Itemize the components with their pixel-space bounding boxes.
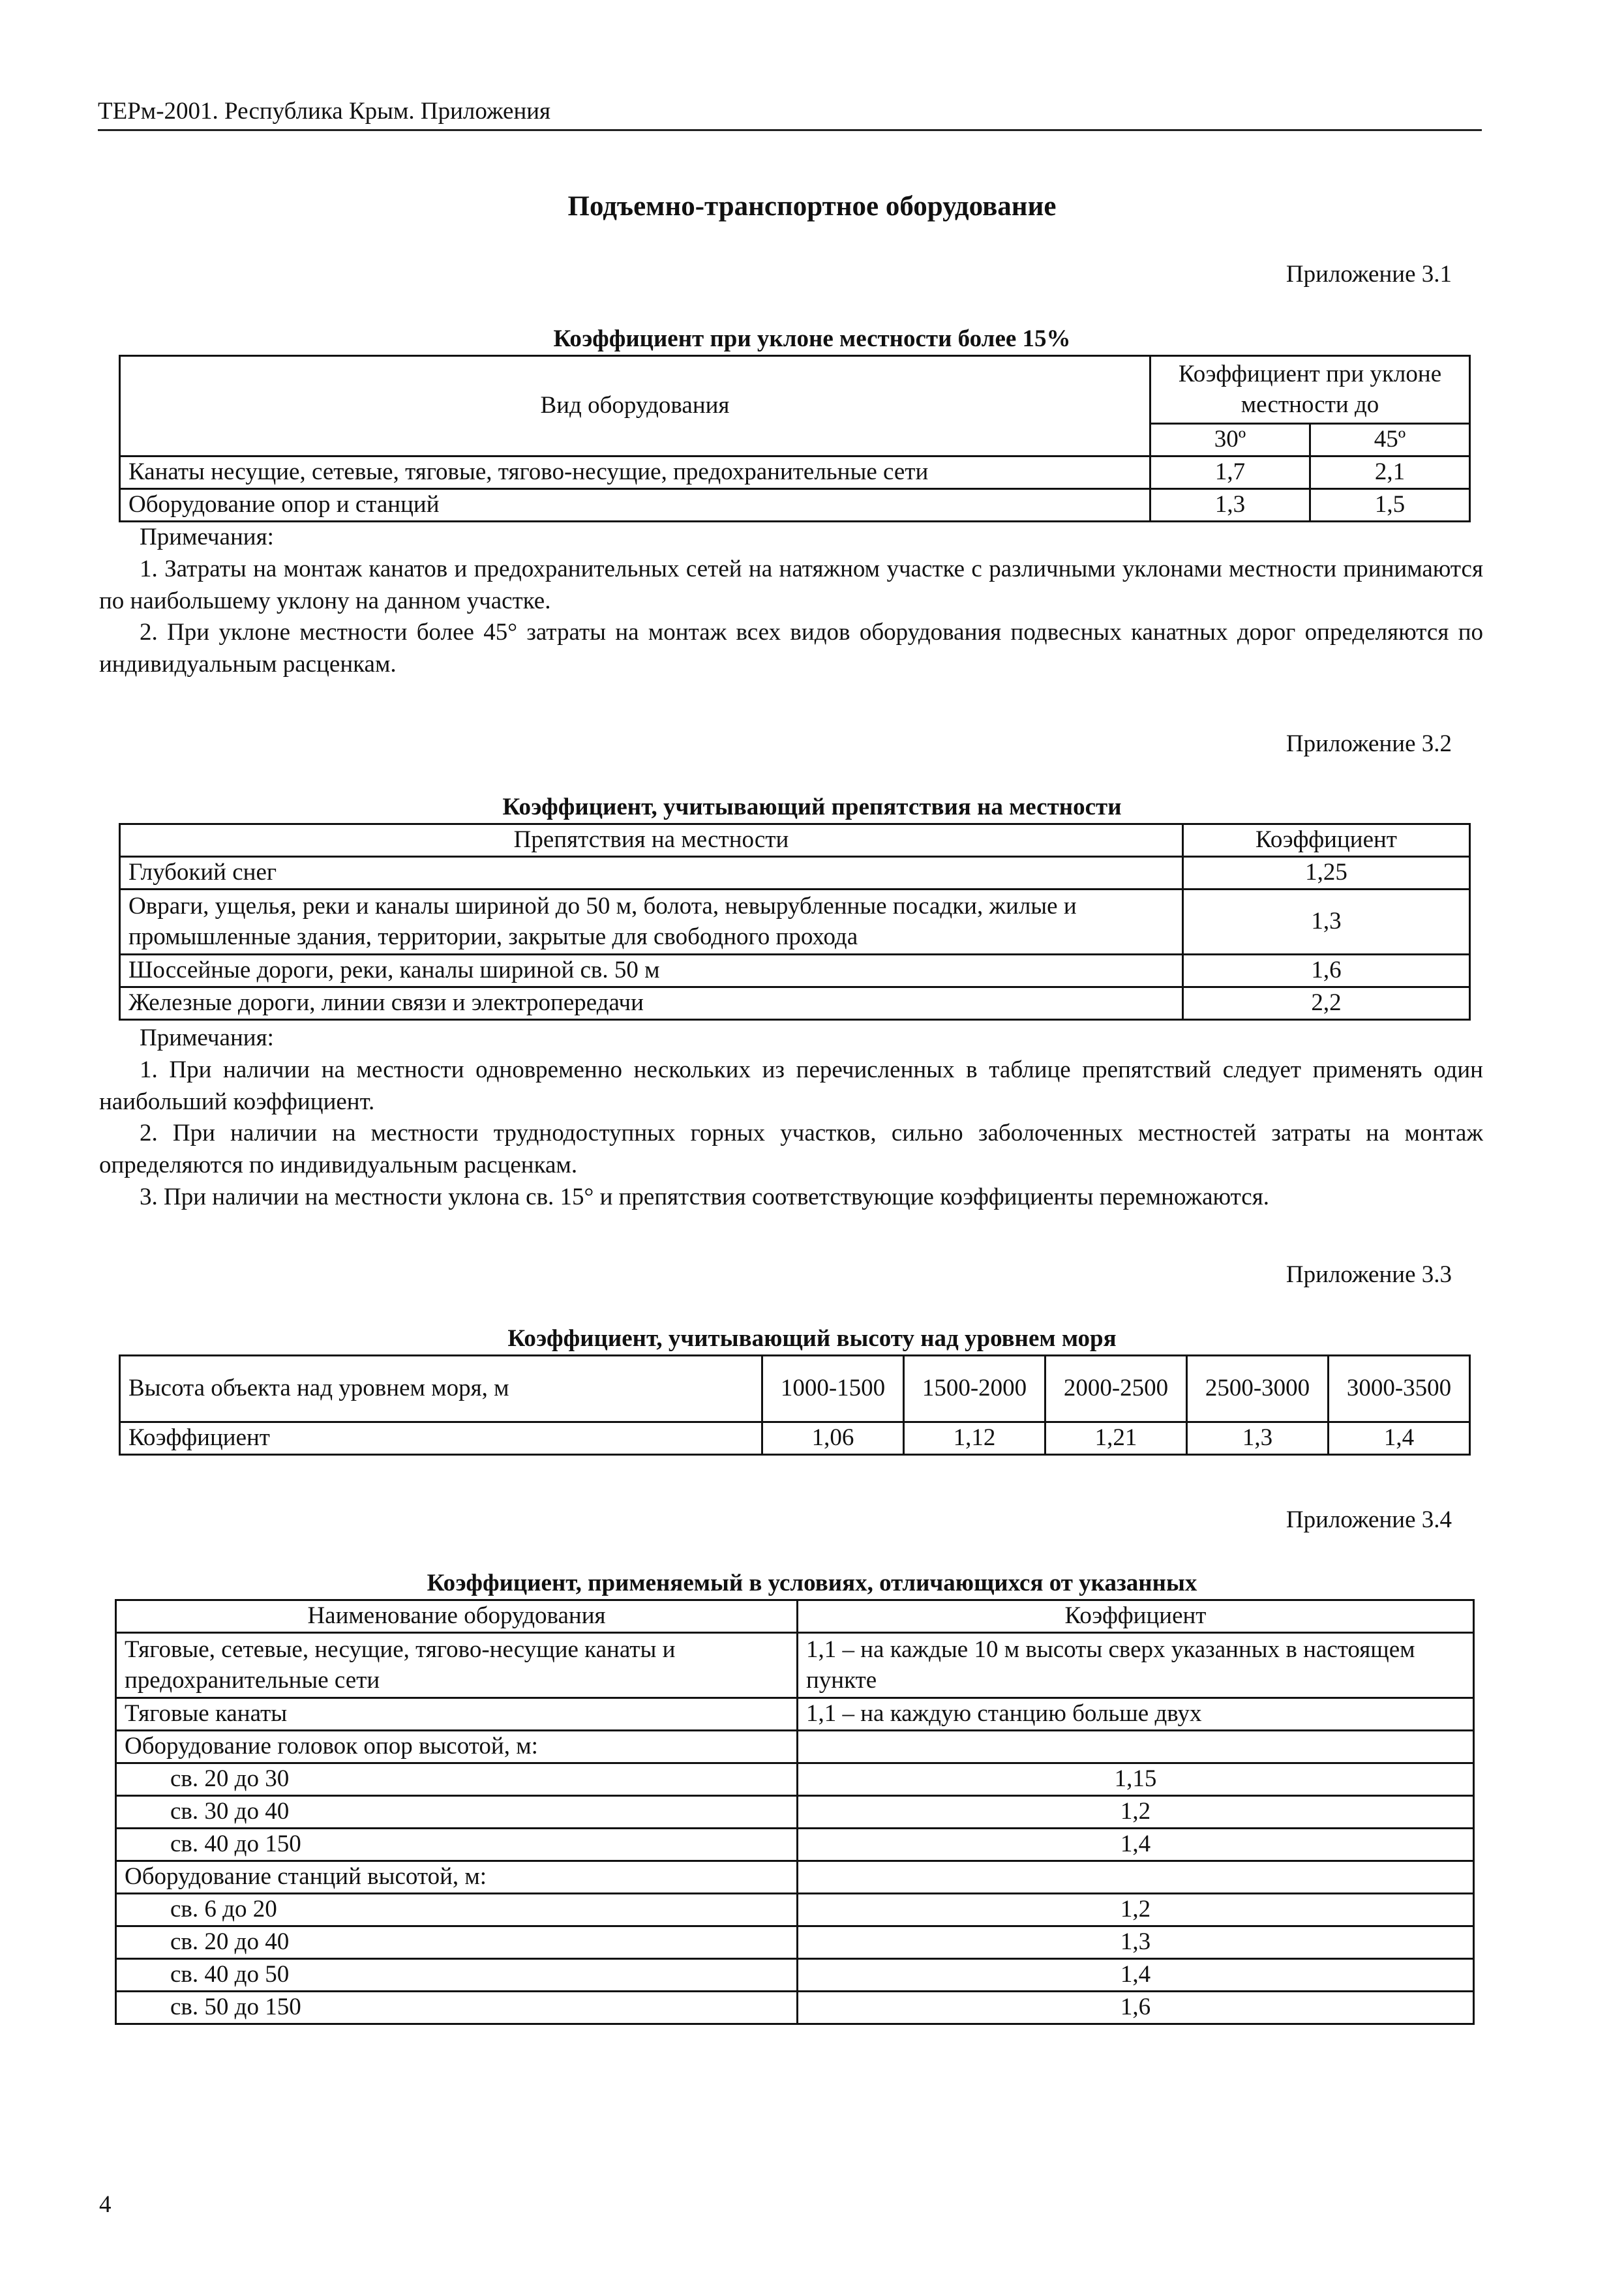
row-value: 1,1 – на каждую станцию больше двух xyxy=(798,1698,1474,1731)
row-name: св. 20 до 40 xyxy=(116,1926,798,1959)
row-value: 1,2 xyxy=(798,1796,1474,1829)
col-header-45deg: 45º xyxy=(1310,424,1470,456)
note-item: 2. При уклоне местности более 45° затраты на монтаж всех видов оборудования подвесных канатных дорог определяются по индивидуальным расценкам. xyxy=(99,619,1483,678)
altitude-coefficient-table xyxy=(119,1354,1471,1456)
row-name: Тяговые канаты xyxy=(116,1698,798,1731)
row-name: Глубокий снег xyxy=(120,857,1183,890)
row-value: 1,25 xyxy=(1183,857,1470,890)
row-value: 1,2 xyxy=(798,1894,1474,1926)
row-name: св. 40 до 150 xyxy=(116,1829,798,1861)
row-value: 1,1 – на каждые 10 м высоты сверх указанных в настоящем пункте xyxy=(798,1633,1474,1698)
col-header-coefficient: Коэффициент xyxy=(798,1600,1474,1633)
altitude-coefficient: 1,12 xyxy=(904,1422,1045,1455)
row-value: 1,4 xyxy=(798,1959,1474,1992)
row-value: 2,2 xyxy=(1183,987,1470,1020)
table-row xyxy=(116,1894,1474,1926)
note-item: 3. При наличии на местности уклона св. 15° и препятствия соответствующие коэффициенты перемножаются. xyxy=(140,1184,1269,1211)
altitude-range: 3000-3500 xyxy=(1329,1356,1470,1422)
table-row xyxy=(120,955,1470,987)
appendix-3-1-caption: Коэффициент при уклоне местности более 15% xyxy=(553,325,1071,352)
table-row xyxy=(116,1633,1474,1698)
row-name: св. 6 до 20 xyxy=(116,1894,798,1926)
table-row xyxy=(116,1959,1474,1992)
value-30deg: 1,3 xyxy=(1150,489,1310,522)
appendix-3-1-label: Приложение 3.1 xyxy=(1286,261,1452,288)
value-30deg: 1,7 xyxy=(1150,456,1310,489)
col-header-slope-coefficient: Коэффициент при уклоне местности до xyxy=(1150,356,1470,424)
group-heading: Оборудование станций высотой, м: xyxy=(116,1861,798,1894)
table-row xyxy=(116,1763,1474,1796)
table-row xyxy=(116,1992,1474,2024)
altitude-coefficient: 1,3 xyxy=(1187,1422,1329,1455)
row-name: Овраги, ущелья, реки и каналы шириной до 50 м, болота, невырубленные посадки, жилые и промышленные здания, территории, закрытые для свободного прохода xyxy=(120,890,1183,955)
group-heading: Оборудование головок опор высотой, м: xyxy=(116,1731,798,1763)
altitude-row-label: Высота объекта над уровнем моря, м xyxy=(120,1356,762,1422)
table-row xyxy=(120,857,1470,890)
row-value: 1,4 xyxy=(798,1829,1474,1861)
other-conditions-table xyxy=(115,1599,1475,2025)
appendix-3-3-caption: Коэффициент, учитывающий высоту над уровнем моря xyxy=(507,1325,1117,1352)
value-45deg: 1,5 xyxy=(1310,489,1470,522)
col-header-30deg: 30º xyxy=(1150,424,1310,456)
appendix-3-2-notes xyxy=(99,1023,1483,1214)
table-row xyxy=(120,890,1470,955)
table-row xyxy=(120,489,1470,522)
row-name: Шоссейные дороги, реки, каналы шириной св. 50 м xyxy=(120,955,1183,987)
row-value xyxy=(798,1861,1474,1894)
row-value: 1,15 xyxy=(798,1763,1474,1796)
notes-heading: Примечания: xyxy=(140,524,274,550)
col-header-equipment-type: Вид оборудования xyxy=(120,356,1150,456)
row-value xyxy=(798,1731,1474,1763)
appendix-3-2-caption: Коэффициент, учитывающий препятствия на местности xyxy=(502,794,1122,820)
table-row xyxy=(116,1926,1474,1959)
table-row xyxy=(116,1829,1474,1861)
row-value: 1,3 xyxy=(798,1926,1474,1959)
col-header-coefficient: Коэффициент xyxy=(1183,824,1470,857)
table-row xyxy=(116,1698,1474,1731)
row-name: св. 20 до 30 xyxy=(116,1763,798,1796)
note-item: 1. Затраты на монтаж канатов и предохранительных сетей на натяжном участке с различными уклонами местности принимаются по наибольшему уклону на данном участке. xyxy=(99,555,1483,614)
page-title: Подъемно-транспортное оборудование xyxy=(567,191,1057,222)
altitude-coefficient: 1,21 xyxy=(1045,1422,1187,1455)
note-item: 2. При наличии на местности труднодоступных горных участков, сильно заболоченных местностей затраты на монтаж определяются по индивидуальным расценкам. xyxy=(99,1120,1483,1179)
table-row xyxy=(116,1861,1474,1894)
row-value: 1,6 xyxy=(1183,955,1470,987)
col-header-equipment-name: Наименование оборудования xyxy=(116,1600,798,1633)
page-number: 4 xyxy=(99,2191,112,2218)
row-name: Тяговые, сетевые, несущие, тягово-несущие канаты и предохранительные сети xyxy=(116,1633,798,1698)
row-value: 1,6 xyxy=(798,1992,1474,2024)
row-value: 1,3 xyxy=(1183,890,1470,955)
altitude-coefficient: 1,4 xyxy=(1329,1422,1470,1455)
table-row xyxy=(120,987,1470,1020)
table-row xyxy=(120,456,1470,489)
coefficient-row-label: Коэффициент xyxy=(120,1422,762,1455)
table-row xyxy=(116,1796,1474,1829)
note-item: 1. При наличии на местности одновременно нескольких из перечисленных в таблице препятствий следует применять один наибольший коэффициент. xyxy=(99,1056,1483,1115)
altitude-range: 1000-1500 xyxy=(762,1356,904,1422)
col-header-obstacles: Препятствия на местности xyxy=(120,824,1183,857)
row-name: Оборудование опор и станций xyxy=(120,489,1150,522)
altitude-coefficient: 1,06 xyxy=(762,1422,904,1455)
obstacle-coefficient-table xyxy=(119,823,1471,1021)
row-name: св. 40 до 50 xyxy=(116,1959,798,1992)
row-name: Канаты несущие, сетевые, тяговые, тягово-несущие, предохранительные сети xyxy=(120,456,1150,489)
altitude-range: 2000-2500 xyxy=(1045,1356,1187,1422)
appendix-3-2-label: Приложение 3.2 xyxy=(1286,730,1452,757)
row-name: св. 50 до 150 xyxy=(116,1992,798,2024)
appendix-3-4-label: Приложение 3.4 xyxy=(1286,1506,1452,1533)
row-name: св. 30 до 40 xyxy=(116,1796,798,1829)
altitude-range: 2500-3000 xyxy=(1187,1356,1329,1422)
altitude-range: 1500-2000 xyxy=(904,1356,1045,1422)
appendix-3-4-caption: Коэффициент, применяемый в условиях, отличающихся от указанных xyxy=(427,1570,1197,1596)
table-row xyxy=(116,1731,1474,1763)
appendix-3-1-notes xyxy=(99,522,1483,681)
running-header: ТЕРм-2001. Республика Крым. Приложения xyxy=(98,97,1482,131)
value-45deg: 2,1 xyxy=(1310,456,1470,489)
appendix-3-3-label: Приложение 3.3 xyxy=(1286,1261,1452,1288)
row-name: Железные дороги, линии связи и электропередачи xyxy=(120,987,1183,1020)
slope-coefficient-table xyxy=(119,355,1471,522)
notes-heading: Примечания: xyxy=(140,1025,274,1051)
